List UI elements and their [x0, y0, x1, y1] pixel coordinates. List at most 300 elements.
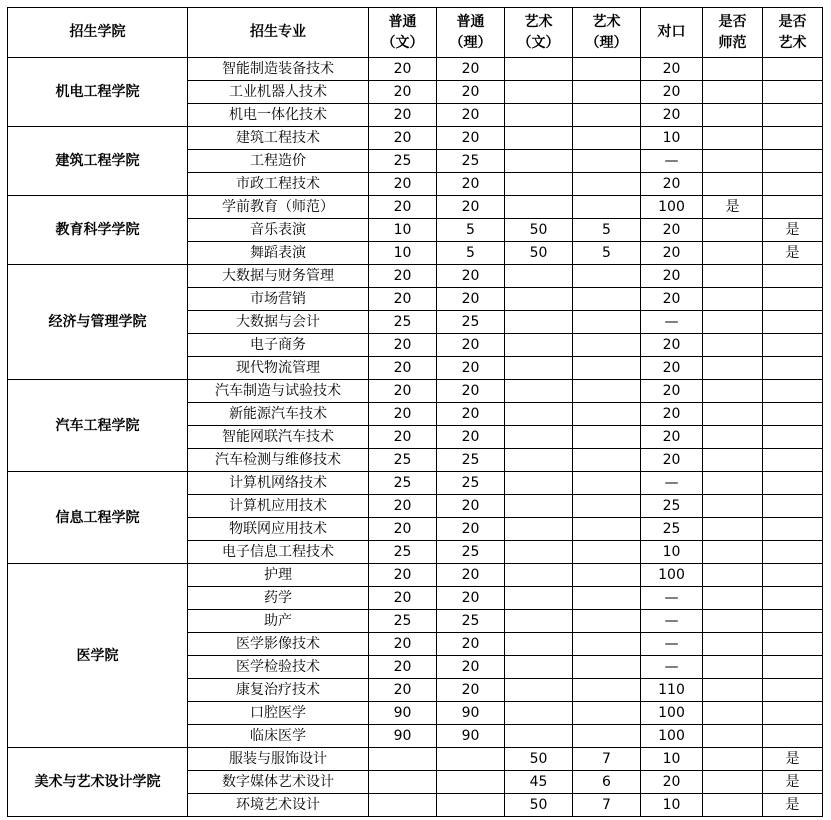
cell-shifan: [703, 380, 763, 403]
header-row: [8, 8, 823, 58]
cell-yishu: [763, 58, 823, 81]
cell-pt-li: 25: [437, 472, 505, 495]
cell-duikou: 100: [641, 702, 703, 725]
cell-pt-wen: 20: [369, 495, 437, 518]
cell-pt-li: 20: [437, 403, 505, 426]
header-pt_li-line: （理）: [449, 34, 492, 51]
cell-major: 新能源汽车技术: [188, 403, 369, 426]
cell-ys-li: [573, 610, 641, 633]
cell-duikou: 25: [641, 518, 703, 541]
header-college-line: 招生学院: [69, 24, 126, 40]
cell-duikou: —: [641, 633, 703, 656]
cell-ys-li: 7: [573, 794, 641, 817]
cell-major: 药学: [188, 587, 369, 610]
cell-pt-li: 20: [437, 196, 505, 219]
cell-pt-li: [437, 771, 505, 794]
cell-major: 智能制造装备技术: [188, 58, 369, 81]
cell-ys-li: [573, 656, 641, 679]
header-ys_wen: [505, 8, 573, 58]
header-duikou-line: 对口: [657, 24, 686, 40]
cell-ys-wen: [505, 127, 573, 150]
cell-shifan: [703, 334, 763, 357]
cell-ys-li: [573, 288, 641, 311]
cell-shifan: [703, 610, 763, 633]
cell-pt-li: 20: [437, 564, 505, 587]
cell-shifan: [703, 403, 763, 426]
cell-yishu: [763, 311, 823, 334]
cell-yishu: [763, 127, 823, 150]
college-name: 信息工程学院: [8, 472, 188, 564]
college-name: 医学院: [8, 564, 188, 748]
cell-major: 学前教育（师范）: [188, 196, 369, 219]
cell-shifan: [703, 150, 763, 173]
cell-shifan: [703, 265, 763, 288]
cell-pt-li: 20: [437, 334, 505, 357]
cell-shifan: [703, 472, 763, 495]
cell-ys-wen: [505, 288, 573, 311]
cell-duikou: —: [641, 610, 703, 633]
cell-ys-li: [573, 403, 641, 426]
cell-shifan: [703, 679, 763, 702]
cell-pt-li: 25: [437, 449, 505, 472]
cell-ys-li: [573, 81, 641, 104]
cell-duikou: 20: [641, 771, 703, 794]
cell-major: 市政工程技术: [188, 173, 369, 196]
college-name: 美术与艺术设计学院: [8, 748, 188, 817]
cell-major: 音乐表演: [188, 219, 369, 242]
header-shifan: [703, 8, 763, 58]
cell-pt-wen: 90: [369, 702, 437, 725]
cell-pt-li: 25: [437, 610, 505, 633]
college-name: 机电工程学院: [8, 58, 188, 127]
cell-pt-li: 90: [437, 725, 505, 748]
cell-pt-wen: 20: [369, 357, 437, 380]
cell-yishu: [763, 173, 823, 196]
cell-yishu: [763, 518, 823, 541]
cell-shifan: [703, 426, 763, 449]
cell-duikou: 10: [641, 748, 703, 771]
cell-pt-li: 20: [437, 518, 505, 541]
cell-ys-wen: [505, 656, 573, 679]
cell-pt-li: 25: [437, 541, 505, 564]
cell-major: 计算机应用技术: [188, 495, 369, 518]
cell-pt-li: [437, 794, 505, 817]
cell-shifan: 是: [703, 196, 763, 219]
cell-pt-wen: 20: [369, 518, 437, 541]
cell-ys-wen: [505, 495, 573, 518]
cell-ys-wen: [505, 587, 573, 610]
cell-duikou: 20: [641, 380, 703, 403]
cell-duikou: —: [641, 656, 703, 679]
cell-yishu: [763, 541, 823, 564]
cell-yishu: [763, 656, 823, 679]
cell-yishu: [763, 380, 823, 403]
cell-pt-li: 20: [437, 380, 505, 403]
cell-yishu: [763, 150, 823, 173]
cell-ys-li: [573, 702, 641, 725]
cell-shifan: [703, 541, 763, 564]
cell-major: 电子信息工程技术: [188, 541, 369, 564]
cell-ys-li: 6: [573, 771, 641, 794]
cell-ys-li: [573, 127, 641, 150]
cell-yishu: [763, 679, 823, 702]
cell-ys-li: [573, 472, 641, 495]
cell-duikou: 10: [641, 541, 703, 564]
cell-ys-li: [573, 725, 641, 748]
cell-yishu: [763, 334, 823, 357]
cell-shifan: [703, 587, 763, 610]
cell-major: 机电一体化技术: [188, 104, 369, 127]
cell-ys-wen: [505, 334, 573, 357]
cell-yishu: [763, 449, 823, 472]
cell-pt-wen: 20: [369, 380, 437, 403]
cell-pt-li: 5: [437, 219, 505, 242]
cell-pt-li: 20: [437, 587, 505, 610]
header-ys_li-line: （理）: [585, 34, 628, 51]
table-row: [8, 380, 823, 403]
cell-ys-li: [573, 380, 641, 403]
cell-ys-wen: [505, 541, 573, 564]
cell-major: 大数据与会计: [188, 311, 369, 334]
cell-pt-li: 20: [437, 656, 505, 679]
cell-shifan: [703, 58, 763, 81]
cell-ys-li: [573, 518, 641, 541]
cell-pt-wen: 20: [369, 265, 437, 288]
cell-ys-li: [573, 334, 641, 357]
cell-duikou: 20: [641, 173, 703, 196]
cell-duikou: 20: [641, 219, 703, 242]
cell-pt-wen: 90: [369, 725, 437, 748]
header-duikou: [641, 8, 703, 58]
header-ys_li-line: 艺术: [592, 13, 621, 30]
cell-ys-li: 5: [573, 242, 641, 265]
cell-pt-li: 5: [437, 242, 505, 265]
cell-shifan: [703, 104, 763, 127]
cell-major: 市场营销: [188, 288, 369, 311]
cell-yishu: 是: [763, 748, 823, 771]
cell-ys-li: [573, 357, 641, 380]
cell-ys-wen: 50: [505, 748, 573, 771]
cell-ys-wen: [505, 564, 573, 587]
cell-ys-li: [573, 449, 641, 472]
cell-major: 计算机网络技术: [188, 472, 369, 495]
cell-major: 医学检验技术: [188, 656, 369, 679]
cell-ys-li: [573, 173, 641, 196]
cell-pt-wen: 20: [369, 81, 437, 104]
cell-ys-li: [573, 587, 641, 610]
cell-ys-li: [573, 564, 641, 587]
cell-shifan: [703, 518, 763, 541]
cell-ys-wen: [505, 679, 573, 702]
cell-ys-li: [573, 541, 641, 564]
cell-pt-li: 20: [437, 495, 505, 518]
header-yishu-line: 是否: [778, 13, 807, 30]
cell-pt-li: 90: [437, 702, 505, 725]
cell-duikou: 25: [641, 495, 703, 518]
header-college: [8, 8, 188, 58]
cell-major: 工业机器人技术: [188, 81, 369, 104]
cell-ys-wen: [505, 173, 573, 196]
cell-duikou: 10: [641, 127, 703, 150]
header-pt_wen: [369, 8, 437, 58]
cell-shifan: [703, 242, 763, 265]
cell-duikou: 10: [641, 794, 703, 817]
cell-shifan: [703, 311, 763, 334]
cell-major: 临床医学: [188, 725, 369, 748]
cell-duikou: 20: [641, 449, 703, 472]
cell-shifan: [703, 288, 763, 311]
cell-duikou: 20: [641, 403, 703, 426]
cell-pt-li: 20: [437, 633, 505, 656]
cell-major: 电子商务: [188, 334, 369, 357]
cell-shifan: [703, 127, 763, 150]
cell-major: 智能网联汽车技术: [188, 426, 369, 449]
cell-yishu: [763, 472, 823, 495]
cell-ys-wen: [505, 518, 573, 541]
cell-pt-wen: [369, 794, 437, 817]
cell-duikou: 20: [641, 288, 703, 311]
table-row: [8, 472, 823, 495]
cell-yishu: [763, 403, 823, 426]
cell-pt-li: 20: [437, 58, 505, 81]
cell-pt-wen: 20: [369, 403, 437, 426]
cell-duikou: 20: [641, 334, 703, 357]
cell-pt-wen: [369, 748, 437, 771]
cell-ys-li: [573, 265, 641, 288]
cell-ys-li: [573, 58, 641, 81]
cell-pt-wen: 20: [369, 288, 437, 311]
header-ys_wen-line: （文）: [517, 34, 560, 51]
cell-yishu: [763, 610, 823, 633]
cell-pt-wen: 25: [369, 449, 437, 472]
cell-major: 现代物流管理: [188, 357, 369, 380]
cell-duikou: —: [641, 587, 703, 610]
cell-pt-li: 20: [437, 288, 505, 311]
college-name: 经济与管理学院: [8, 265, 188, 380]
cell-duikou: 20: [641, 357, 703, 380]
cell-ys-wen: [505, 104, 573, 127]
cell-major: 医学影像技术: [188, 633, 369, 656]
cell-pt-wen: 20: [369, 679, 437, 702]
cell-duikou: 100: [641, 564, 703, 587]
cell-ys-wen: [505, 380, 573, 403]
cell-duikou: 110: [641, 679, 703, 702]
cell-shifan: [703, 449, 763, 472]
cell-ys-wen: [505, 702, 573, 725]
cell-ys-wen: 50: [505, 219, 573, 242]
table-body: [8, 58, 823, 817]
cell-pt-wen: 20: [369, 334, 437, 357]
cell-shifan: [703, 771, 763, 794]
cell-yishu: [763, 104, 823, 127]
college-name: 汽车工程学院: [8, 380, 188, 472]
cell-ys-li: 5: [573, 219, 641, 242]
cell-pt-wen: 25: [369, 541, 437, 564]
cell-duikou: 100: [641, 196, 703, 219]
cell-pt-wen: 20: [369, 104, 437, 127]
cell-shifan: [703, 702, 763, 725]
cell-shifan: [703, 173, 763, 196]
cell-ys-wen: [505, 81, 573, 104]
cell-shifan: [703, 725, 763, 748]
cell-yishu: [763, 357, 823, 380]
cell-yishu: [763, 288, 823, 311]
cell-ys-li: [573, 104, 641, 127]
cell-ys-li: [573, 426, 641, 449]
cell-pt-wen: 20: [369, 633, 437, 656]
cell-pt-wen: [369, 771, 437, 794]
cell-duikou: —: [641, 311, 703, 334]
cell-ys-wen: [505, 150, 573, 173]
table-row: [8, 196, 823, 219]
cell-pt-wen: 20: [369, 587, 437, 610]
cell-pt-li: 25: [437, 311, 505, 334]
cell-pt-wen: 25: [369, 150, 437, 173]
cell-major: 舞蹈表演: [188, 242, 369, 265]
header-ys_wen-line: 艺术: [524, 13, 553, 30]
header-yishu-line: 艺术: [778, 34, 807, 51]
cell-duikou: 20: [641, 265, 703, 288]
cell-duikou: 100: [641, 725, 703, 748]
cell-ys-wen: [505, 311, 573, 334]
cell-shifan: [703, 357, 763, 380]
cell-pt-wen: 20: [369, 196, 437, 219]
cell-major: 口腔医学: [188, 702, 369, 725]
cell-ys-wen: [505, 196, 573, 219]
table-row: [8, 748, 823, 771]
cell-pt-wen: 20: [369, 173, 437, 196]
cell-ys-li: [573, 633, 641, 656]
cell-yishu: 是: [763, 242, 823, 265]
cell-ys-li: [573, 495, 641, 518]
cell-pt-li: [437, 748, 505, 771]
college-name: 教育科学学院: [8, 196, 188, 265]
cell-yishu: [763, 564, 823, 587]
header-shifan-line: 是否: [718, 13, 747, 30]
cell-major: 护理: [188, 564, 369, 587]
cell-shifan: [703, 794, 763, 817]
college-name: 建筑工程学院: [8, 127, 188, 196]
cell-pt-li: 20: [437, 426, 505, 449]
cell-major: 环境艺术设计: [188, 794, 369, 817]
table-row: [8, 58, 823, 81]
cell-duikou: 20: [641, 104, 703, 127]
cell-pt-wen: 25: [369, 472, 437, 495]
table-row: [8, 127, 823, 150]
header-pt_wen-line: （文）: [381, 34, 424, 51]
header-pt_wen-line: 普通: [388, 13, 417, 30]
header-shifan-line: 师范: [718, 34, 747, 51]
cell-yishu: [763, 725, 823, 748]
cell-pt-li: 25: [437, 150, 505, 173]
cell-duikou: 20: [641, 58, 703, 81]
cell-major: 服装与服饰设计: [188, 748, 369, 771]
cell-ys-wen: [505, 58, 573, 81]
cell-major: 建筑工程技术: [188, 127, 369, 150]
cell-pt-li: 20: [437, 173, 505, 196]
cell-yishu: [763, 426, 823, 449]
cell-yishu: 是: [763, 771, 823, 794]
cell-pt-wen: 20: [369, 426, 437, 449]
header-major-line: 招生专业: [250, 24, 306, 40]
cell-shifan: [703, 748, 763, 771]
cell-ys-wen: [505, 449, 573, 472]
cell-pt-wen: 10: [369, 242, 437, 265]
cell-yishu: 是: [763, 794, 823, 817]
cell-major: 汽车检测与维修技术: [188, 449, 369, 472]
cell-major: 大数据与财务管理: [188, 265, 369, 288]
cell-yishu: 是: [763, 219, 823, 242]
cell-ys-wen: [505, 403, 573, 426]
cell-yishu: [763, 633, 823, 656]
cell-ys-wen: [505, 610, 573, 633]
header-yishu: [763, 8, 823, 58]
cell-ys-wen: [505, 633, 573, 656]
cell-ys-wen: 45: [505, 771, 573, 794]
cell-ys-li: [573, 150, 641, 173]
cell-shifan: [703, 81, 763, 104]
cell-yishu: [763, 265, 823, 288]
cell-duikou: 20: [641, 242, 703, 265]
cell-pt-li: 20: [437, 679, 505, 702]
cell-pt-wen: 20: [369, 127, 437, 150]
cell-pt-li: 20: [437, 265, 505, 288]
cell-ys-wen: [505, 472, 573, 495]
cell-pt-wen: 20: [369, 58, 437, 81]
cell-shifan: [703, 219, 763, 242]
cell-ys-li: [573, 311, 641, 334]
cell-yishu: [763, 81, 823, 104]
table-row: [8, 265, 823, 288]
table-row: [8, 564, 823, 587]
cell-pt-wen: 25: [369, 610, 437, 633]
cell-pt-li: 20: [437, 81, 505, 104]
cell-yishu: [763, 196, 823, 219]
cell-duikou: —: [641, 150, 703, 173]
cell-shifan: [703, 633, 763, 656]
cell-shifan: [703, 656, 763, 679]
cell-pt-li: 20: [437, 104, 505, 127]
header-pt_li-line: 普通: [456, 13, 485, 30]
cell-pt-li: 20: [437, 357, 505, 380]
cell-ys-wen: [505, 265, 573, 288]
cell-yishu: [763, 702, 823, 725]
cell-major: 汽车制造与试验技术: [188, 380, 369, 403]
cell-duikou: 20: [641, 81, 703, 104]
header-ys_li: [573, 8, 641, 58]
cell-ys-wen: [505, 357, 573, 380]
cell-duikou: 20: [641, 426, 703, 449]
cell-yishu: [763, 587, 823, 610]
cell-pt-wen: 25: [369, 311, 437, 334]
cell-duikou: —: [641, 472, 703, 495]
cell-ys-li: [573, 196, 641, 219]
cell-pt-wen: 20: [369, 564, 437, 587]
cell-ys-wen: 50: [505, 242, 573, 265]
cell-major: 数字媒体艺术设计: [188, 771, 369, 794]
cell-pt-li: 20: [437, 127, 505, 150]
cell-ys-li: 7: [573, 748, 641, 771]
cell-ys-wen: [505, 426, 573, 449]
cell-shifan: [703, 564, 763, 587]
cell-pt-wen: 20: [369, 656, 437, 679]
cell-pt-wen: 10: [369, 219, 437, 242]
cell-shifan: [703, 495, 763, 518]
cell-major: 物联网应用技术: [188, 518, 369, 541]
cell-major: 康复治疗技术: [188, 679, 369, 702]
cell-major: 工程造价: [188, 150, 369, 173]
cell-yishu: [763, 495, 823, 518]
